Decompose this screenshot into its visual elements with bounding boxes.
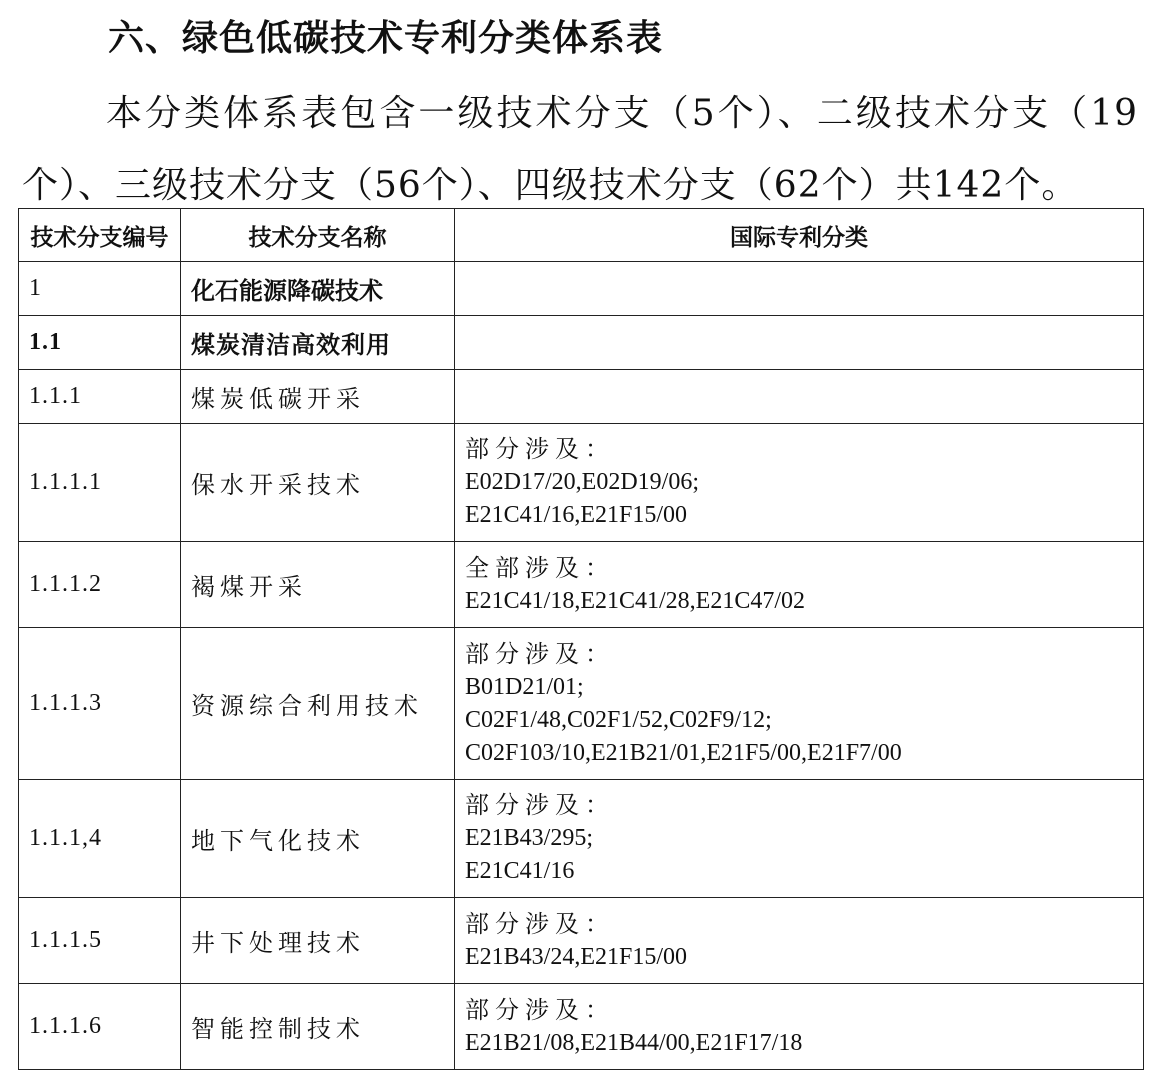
table-body xyxy=(19,262,1144,1070)
branch-name: 资源综合利用技术 xyxy=(181,628,455,780)
ipc-classification xyxy=(455,424,1144,542)
ipc-scope-label: 部分涉及： xyxy=(465,639,615,668)
branch-name: 化石能源降碳技术 xyxy=(181,262,455,316)
ipc-scope-label: 部分涉及： xyxy=(465,435,615,463)
table-row xyxy=(19,984,1144,1070)
ipc-classification xyxy=(455,984,1144,1070)
header-name: 技术分支名称 xyxy=(181,209,455,262)
branch-code: 1.1 xyxy=(19,316,181,370)
ipc-codes-line: E21B43/24,E21F15/00 xyxy=(465,943,688,970)
branch-name: 井下处理技术 xyxy=(181,898,455,984)
branch-name: 地下气化技术 xyxy=(181,780,455,898)
ipc-codes-line: C02F103/10,E21B21/01,E21F5/00,E21F7/00 xyxy=(465,739,902,766)
ipc-codes-line: B01D21/01; xyxy=(465,673,584,700)
ipc-classification xyxy=(455,628,1144,780)
branch-code: 1.1.1.5 xyxy=(19,898,181,984)
intro-paragraph: 本分类体系表包含一级技术分支（5个）、二级技术分支（19个）、三级技术分支（56个）、四级技术分支（62个）共142个。 xyxy=(22,93,1138,206)
branch-code: 1.1.1 xyxy=(19,370,181,424)
ipc-codes-line: E21B43/295; xyxy=(465,825,594,851)
ipc-classification xyxy=(455,780,1144,898)
ipc-codes-line: C02F1/48,C02F1/52,C02F9/12; xyxy=(465,706,772,733)
branch-code: 1.1.1.1 xyxy=(19,424,181,542)
ipc-codes-line: E21C41/16,E21F15/00 xyxy=(465,502,688,528)
branch-name: 煤炭清洁高效利用 xyxy=(181,316,455,370)
table-row xyxy=(19,542,1144,628)
ipc-classification xyxy=(455,542,1144,628)
ipc-codes-line: E21B21/08,E21B44/00,E21F17/18 xyxy=(465,1029,803,1056)
ipc-scope-label: 部分涉及： xyxy=(465,995,615,1024)
branch-name: 智能控制技术 xyxy=(181,984,455,1070)
branch-code: 1.1.1.3 xyxy=(19,628,181,780)
branch-code: 1 xyxy=(19,262,181,316)
ipc-classification xyxy=(455,262,1144,316)
branch-name: 煤炭低碳开采 xyxy=(181,370,455,424)
header-ipc: 国际专利分类 xyxy=(455,209,1144,262)
ipc-codes-line: E21C41/16 xyxy=(465,858,575,884)
ipc-scope-label: 部分涉及： xyxy=(465,791,615,819)
table-header-row xyxy=(19,209,1144,262)
ipc-classification xyxy=(455,316,1144,370)
branch-name: 褐煤开采 xyxy=(181,542,455,628)
branch-code: 1.1.1.6 xyxy=(19,984,181,1070)
branch-name: 保水开采技术 xyxy=(181,424,455,542)
section-heading: 六、绿色低碳技术专利分类体系表 xyxy=(108,18,664,59)
ipc-scope-label: 全部涉及： xyxy=(465,553,615,582)
branch-code: 1.1.1,4 xyxy=(19,780,181,898)
table-row xyxy=(19,424,1144,542)
header-code: 技术分支编号 xyxy=(19,209,181,262)
ipc-classification xyxy=(455,370,1144,424)
ipc-scope-label: 部分涉及： xyxy=(465,909,615,938)
ipc-codes-line: E02D17/20,E02D19/06; xyxy=(465,469,699,495)
table-row xyxy=(19,780,1144,898)
table-row xyxy=(19,370,1144,424)
ipc-classification xyxy=(455,898,1144,984)
table-row xyxy=(19,898,1144,984)
branch-code: 1.1.1.2 xyxy=(19,542,181,628)
table-row xyxy=(19,262,1144,316)
patent-classification-table xyxy=(18,208,1144,1070)
ipc-codes-line: E21C41/18,E21C41/28,E21C47/02 xyxy=(465,587,806,614)
table-row xyxy=(19,316,1144,370)
table-row xyxy=(19,628,1144,780)
